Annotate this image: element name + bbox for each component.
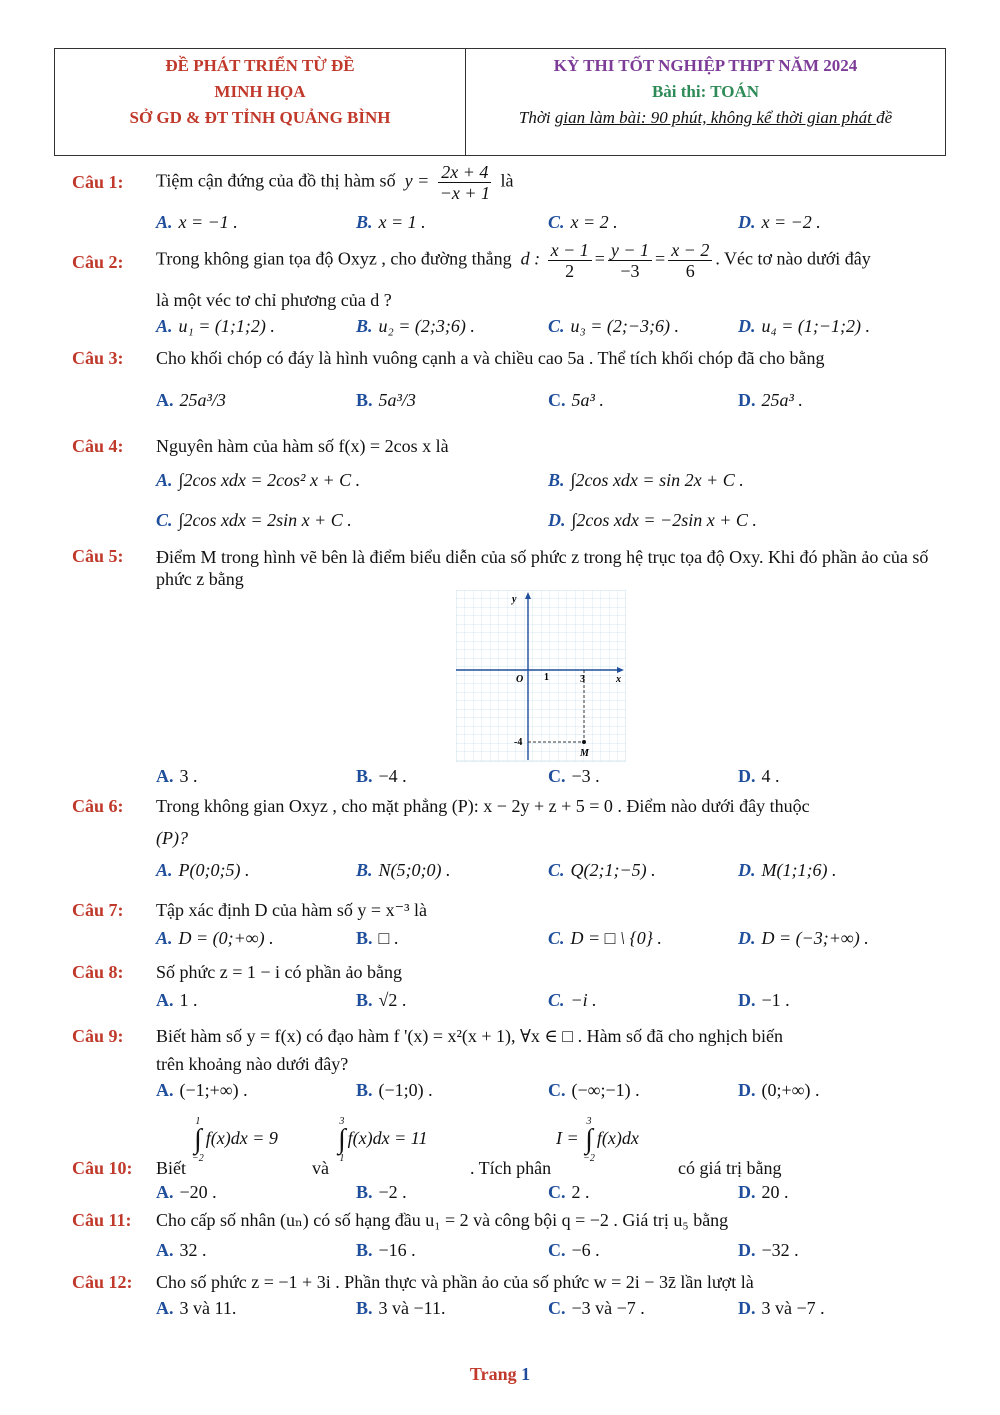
option-text: 25a³ . [761, 390, 803, 410]
question-5 [72, 546, 932, 791]
option-c[interactable] [548, 390, 604, 411]
option-letter: C. [548, 1080, 566, 1100]
option-letter: C. [548, 766, 566, 786]
option-b[interactable] [356, 1182, 407, 1203]
exam-time [519, 105, 892, 131]
option-text: (−1;+∞) . [179, 1080, 248, 1100]
option-text: x = 1 . [378, 212, 426, 232]
q2-line2: là một véc tơ chỉ phương của d ? [156, 290, 392, 310]
option-text: 32 . [179, 1240, 207, 1260]
option-letter: C. [548, 1240, 566, 1260]
q1-frac-num: 2x + 4 [438, 162, 491, 183]
option-text: ∫2cos xdx = 2cos² x + C . [178, 470, 361, 490]
option-letter: B. [548, 470, 565, 490]
option-d[interactable] [738, 1298, 825, 1319]
option-text: u₄ = (1;−1;2) . [761, 316, 871, 336]
option-a[interactable] [156, 1080, 248, 1101]
option-letter: C. [548, 860, 565, 880]
question-text: Điểm M trong hình vẽ bên là điểm biểu diễn của số phức z trong hệ trục tọa độ Oxy. Khi đó phần ảo của số phức z bằng [156, 547, 929, 589]
int1-expr: f(x)dx = 9 [205, 1128, 278, 1149]
q10-and: và [312, 1158, 329, 1178]
point-m [582, 740, 586, 744]
q1-text: Tiệm cận đứng của đồ thị hàm số [156, 170, 396, 191]
origin-label: O [516, 674, 524, 685]
option-a[interactable] [156, 766, 198, 787]
q2-tail: . Véc tơ nào dưới đây [715, 248, 871, 269]
option-c[interactable] [548, 1240, 600, 1261]
option-c[interactable] [548, 860, 656, 881]
option-text: (−∞;−1) . [571, 1080, 640, 1100]
q10-mid: . Tích phân [470, 1158, 552, 1178]
option-text: x = −2 . [761, 212, 821, 232]
q6-line2: (P)? [156, 828, 188, 848]
option-a[interactable] [156, 1298, 236, 1319]
option-b[interactable] [356, 1080, 433, 1101]
option-a[interactable] [156, 390, 226, 411]
option-letter: D. [548, 510, 566, 530]
question-7 [72, 900, 932, 960]
option-b[interactable] [356, 390, 416, 411]
option-d[interactable] [738, 1240, 799, 1261]
option-b[interactable] [356, 316, 475, 337]
option-letter: B. [356, 766, 373, 786]
option-text: −6 . [571, 1240, 600, 1260]
question-10 [72, 1114, 932, 1206]
option-letter: D. [738, 860, 756, 880]
option-text: −3 và −7 . [571, 1298, 645, 1318]
int1-upper: 1 [195, 1116, 201, 1127]
option-letter: C. [156, 510, 173, 530]
option-text: −i . [570, 990, 597, 1010]
option-text: ∫2cos xdx = sin 2x + C . [570, 470, 744, 490]
option-letter: D. [738, 316, 756, 336]
option-letter: C. [548, 212, 565, 232]
option-letter: B. [356, 316, 373, 336]
y-label: y [512, 594, 517, 605]
option-a[interactable] [156, 470, 360, 491]
option-text: 25a³/3 [179, 390, 226, 410]
question-label: Câu 11: [72, 1210, 132, 1230]
option-letter: A. [156, 1182, 174, 1202]
int3-lower: −2 [583, 1153, 595, 1164]
question-text: Cho khối chóp có đáy là hình vuông cạnh a và chiều cao 5a . Thể tích khối chóp đã cho bằng [156, 348, 825, 368]
question-1 [72, 160, 932, 240]
tick-1: 1 [544, 672, 549, 683]
q9-line2: trên khoảng nào dưới đây? [156, 1054, 349, 1074]
option-letter: D. [738, 1298, 756, 1318]
option-letter: C. [548, 928, 565, 948]
question-label: Câu 12: [72, 1272, 133, 1292]
question-6 [72, 796, 932, 896]
option-letter: A. [156, 316, 173, 336]
option-letter: D. [738, 212, 756, 232]
page-number: 1 [521, 1364, 531, 1384]
option-text: 4 . [761, 766, 780, 786]
option-d[interactable] [548, 510, 757, 531]
option-letter: C. [548, 316, 565, 336]
question-text: Tiệm cận đứng của đồ thị hàm số y = $\frac{2x + 4}{-x + 1}$ là [156, 162, 514, 203]
option-b[interactable] [356, 990, 406, 1011]
option-c[interactable] [548, 766, 600, 787]
option-a[interactable] [156, 1182, 217, 1203]
q10-tail: có giá trị bằng [678, 1158, 782, 1178]
option-d[interactable] [738, 766, 780, 787]
footer-word: Trang [469, 1364, 517, 1384]
option-text: −1 . [761, 990, 790, 1010]
option-b[interactable] [548, 470, 744, 491]
option-text: M(1;1;6) . [761, 860, 837, 880]
option-text: 1 . [179, 990, 198, 1010]
option-c[interactable] [548, 990, 597, 1011]
question-11 [72, 1210, 932, 1270]
option-d[interactable] [738, 390, 803, 411]
option-letter: A. [156, 928, 173, 948]
option-c[interactable] [548, 1080, 640, 1101]
option-letter: C. [548, 1182, 566, 1202]
option-d[interactable] [738, 1080, 819, 1101]
option-text: 3 . [179, 766, 198, 786]
question-12 [72, 1272, 932, 1332]
question-3 [72, 348, 932, 433]
question-label: Câu 6: [72, 796, 124, 816]
header-right [466, 49, 945, 155]
option-text: N(5;0;0) . [378, 860, 451, 880]
option-text: 5a³/3 [378, 390, 416, 410]
option-letter: B. [356, 1080, 373, 1100]
option-letter: D. [738, 390, 756, 410]
option-letter: A. [156, 1298, 174, 1318]
option-letter: D. [738, 990, 756, 1010]
option-a[interactable] [156, 928, 274, 949]
question-label: Câu 4: [72, 436, 124, 456]
option-text: P(0;0;5) . [178, 860, 250, 880]
option-text: u₃ = (2;−3;6) . [570, 316, 680, 336]
exam-subject: Bài thi: TOÁN [651, 82, 760, 101]
option-b[interactable] [356, 1298, 446, 1319]
option-text: √2 . [378, 990, 407, 1010]
option-text: 2 . [571, 1182, 590, 1202]
option-text: −4 . [378, 766, 407, 786]
option-letter: A. [156, 766, 174, 786]
option-text: 3 và −11. [378, 1298, 446, 1318]
option-c[interactable] [156, 510, 352, 531]
question-text: Trong không gian Oxyz , cho mặt phẳng (P): x − 2y + z + 5 = 0 . Điểm nào dưới đây thuộc [156, 796, 810, 816]
option-text: 3 và 11. [179, 1298, 237, 1318]
option-letter: B. [356, 390, 373, 410]
time-underlined: gian làm bài: 90 phút, không kể thời gian phát [554, 108, 877, 127]
header-left [55, 49, 466, 155]
option-c[interactable] [548, 1298, 645, 1319]
option-letter: D. [738, 1080, 756, 1100]
question-label: Câu 1: [72, 172, 124, 192]
question-text: Tập xác định D của hàm số y = x⁻³ là [156, 900, 427, 920]
question-label: Câu 2: [72, 252, 124, 272]
option-c[interactable] [548, 212, 618, 233]
complex-plane-figure [456, 590, 626, 762]
option-text: 20 . [761, 1182, 789, 1202]
q10-text: Biết [156, 1158, 186, 1178]
option-letter: B. [356, 1182, 373, 1202]
option-text: Q(2;1;−5) . [570, 860, 656, 880]
option-text: −20 . [179, 1182, 217, 1202]
time-suffix: đề [876, 108, 893, 127]
option-letter: A. [156, 990, 174, 1010]
grid-background [456, 590, 626, 762]
option-letter: C. [548, 1298, 566, 1318]
question-label: Câu 7: [72, 900, 124, 920]
option-a[interactable] [156, 212, 238, 233]
option-text: u₁ = (1;1;2) . [178, 316, 275, 336]
question-text: Cho cấp số nhân (uₙ) có số hạng đầu u₁ = 2 và công bội q = −2 . Giá trị u₅ bằng [156, 1210, 729, 1230]
option-letter: B. [356, 860, 373, 880]
time-prefix: Thời [518, 108, 555, 127]
option-letter: B. [356, 928, 373, 948]
option-c[interactable] [548, 316, 679, 337]
option-text: 3 và −7 . [761, 1298, 825, 1318]
option-text: −16 . [378, 1240, 416, 1260]
question-label: Câu 8: [72, 962, 124, 982]
option-text: 5a³ . [571, 390, 604, 410]
question-2 [72, 240, 932, 345]
option-text: −2 . [378, 1182, 407, 1202]
int1-lower: −2 [192, 1153, 204, 1164]
question-text: Cho số phức z = −1 + 3i . Phần thực và phần ảo của số phức w = 2i − 3z̄ lần lượt là [156, 1272, 754, 1292]
option-text: −32 . [761, 1240, 799, 1260]
option-letter: B. [356, 1298, 373, 1318]
option-text: ∫2cos xdx = 2sin x + C . [178, 510, 352, 530]
option-text: −3 . [571, 766, 600, 786]
option-d[interactable] [738, 860, 836, 881]
option-text: x = 2 . [570, 212, 618, 232]
option-letter: B. [356, 1240, 373, 1260]
q1-fraction [437, 162, 493, 203]
option-text: □ . [378, 928, 399, 948]
option-letter: D. [738, 1182, 756, 1202]
question-label: Câu 5: [72, 546, 124, 566]
q10-integral-1: 1 ∫ −2 f(x)dx = 9 [192, 1116, 278, 1164]
option-c[interactable] [548, 1182, 590, 1203]
option-text: x = −1 . [178, 212, 238, 232]
option-letter: D. [738, 1240, 756, 1260]
option-a[interactable] [156, 860, 250, 881]
q10-integral-2: 3 ∫ 1 f(x)dx = 11 [338, 1116, 428, 1164]
option-text: D = (−3;+∞) . [761, 928, 869, 948]
question-label: Câu 10: [72, 1158, 133, 1178]
question-4 [72, 436, 932, 546]
option-d[interactable] [738, 316, 870, 337]
q2-text: Trong không gian tọa độ Oxyz , cho đường thẳng [156, 248, 512, 269]
option-d[interactable] [738, 990, 790, 1011]
option-letter: A. [156, 470, 173, 490]
option-letter: C. [548, 990, 565, 1010]
tick-3: 3 [580, 674, 585, 685]
question-label: Câu 9: [72, 1026, 124, 1046]
question-9 [72, 1026, 932, 1111]
option-letter: C. [548, 390, 566, 410]
question-text: Trong không gian tọa độ Oxyz , cho đường thẳng d : $\frac{x - 1}{2}$ = $\frac{y - 1}{-3}$ = $\frac{x - 2}{6}$ . Véc tơ nào dưới đây [156, 240, 871, 281]
option-d[interactable] [738, 212, 821, 233]
question-text: Biết hàm số y = f(x) có đạo hàm f '(x) = x²(x + 1), ∀x ∈ □ . Hàm số đã cho nghịch biến [156, 1026, 784, 1046]
option-b[interactable] [356, 928, 398, 949]
q1-frac-den: −x + 1 [439, 183, 491, 203]
option-letter: D. [738, 766, 756, 786]
option-b[interactable] [356, 766, 407, 787]
q10-integral-3: I = 3 ∫ −2 f(x)dx [556, 1116, 639, 1164]
int3-body: f(x)dx [596, 1128, 639, 1149]
int2-lower: 1 [339, 1153, 345, 1164]
question-text: Nguyên hàm của hàm số f(x) = 2cos x là [156, 436, 449, 456]
option-text: u₂ = (2;3;6) . [378, 316, 475, 336]
option-b[interactable] [356, 860, 451, 881]
option-letter: B. [356, 990, 373, 1010]
option-a[interactable] [156, 990, 198, 1011]
option-letter: A. [156, 1240, 174, 1260]
option-d[interactable] [738, 1182, 789, 1203]
option-letter: B. [356, 212, 373, 232]
int2-upper: 3 [339, 1116, 345, 1127]
int3-expr: I = [556, 1128, 584, 1149]
option-text: ∫2cos xdx = −2sin x + C . [571, 510, 757, 530]
int3-upper: 3 [586, 1116, 592, 1127]
header-left-line3: SỞ GD & ĐT TỈNH QUẢNG BÌNH [129, 108, 391, 127]
option-text: (0;+∞) . [761, 1080, 820, 1100]
option-text: D = □ \ {0} . [570, 928, 662, 948]
header-left-line2: MINH HỌA [214, 82, 306, 101]
option-b[interactable] [356, 212, 426, 233]
question-text: Số phức z = 1 − i có phần ảo bằng [156, 962, 403, 982]
option-b[interactable] [356, 1240, 416, 1261]
question-8 [72, 962, 932, 1022]
point-label: M [580, 748, 589, 759]
exam-header [54, 48, 946, 156]
tick-neg4: -4 [514, 737, 523, 748]
q1-tail: là [500, 170, 514, 191]
option-letter: A. [156, 860, 173, 880]
option-letter: A. [156, 212, 173, 232]
int2-expr: f(x)dx = 11 [347, 1128, 428, 1149]
header-left-line1: ĐỀ PHÁT TRIỂN TỪ ĐỀ [165, 56, 355, 75]
option-text: D = (0;+∞) . [178, 928, 274, 948]
exam-title: KỲ THI TỐT NGHIỆP THPT NĂM 2024 [553, 56, 858, 75]
x-label: x [616, 674, 621, 685]
option-c[interactable] [548, 928, 662, 949]
option-text: (−1;0) . [378, 1080, 433, 1100]
question-label: Câu 3: [72, 348, 124, 368]
option-a[interactable] [156, 316, 275, 337]
option-letter: A. [156, 1080, 174, 1100]
option-letter: A. [156, 390, 174, 410]
option-d[interactable] [738, 928, 869, 949]
option-letter: D. [738, 928, 756, 948]
page-footer [0, 1364, 1000, 1385]
option-a[interactable] [156, 1240, 207, 1261]
